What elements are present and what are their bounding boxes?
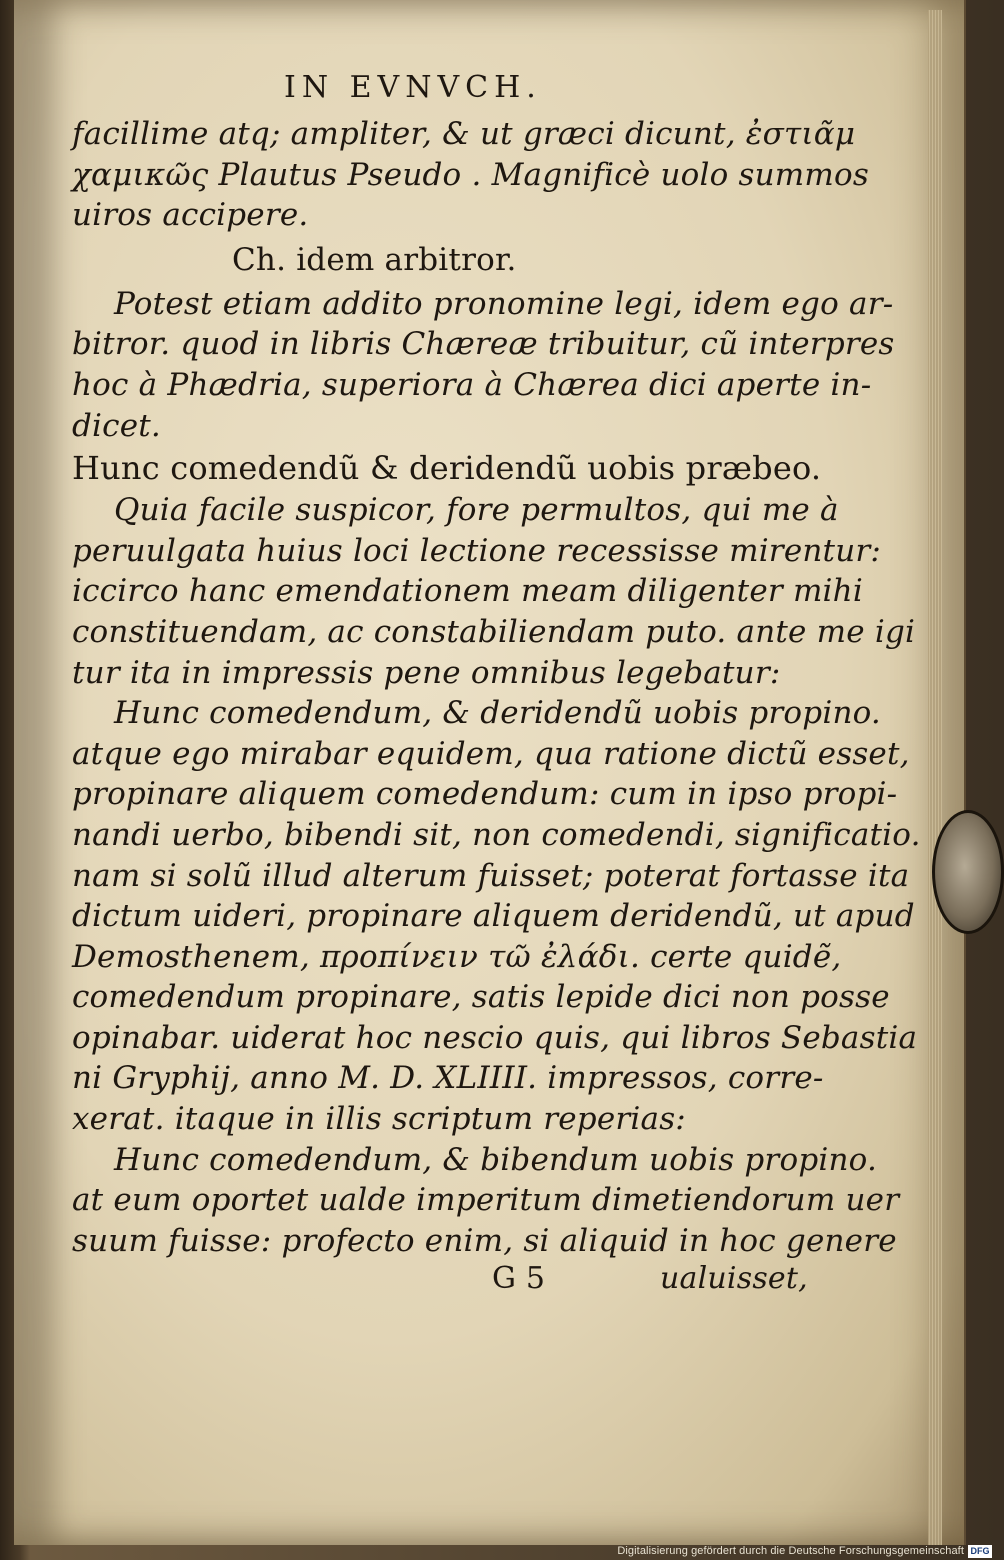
text-line: peruulgata huius loci lectione recessisse mirentur: [72, 532, 882, 569]
text-line: Demosthenem, προπίνειν τῶ ἐλάδι. certe quidẽ, [72, 938, 842, 975]
text-line: ni Gryphij, anno M. D. XLIIII. impressos, corre- [72, 1060, 824, 1097]
text-line: tur ita in impressis pene omnibus legebatur: [72, 654, 781, 691]
catchword: ualuisset, [660, 1261, 808, 1297]
text-line: bitror. quod in libris Chæreæ tribuitur, cũ interpres [72, 326, 895, 363]
paper-page [14, 0, 966, 1545]
text-line: hoc à Phædria, superiora à Chærea dici aperte in- [72, 366, 872, 403]
text-line: dictum uideri, propinare aliquem deridendũ, ut apud [72, 898, 915, 935]
text-line: Hunc comedendum, & bibendum uobis propino. [114, 1141, 878, 1178]
text-block [72, 68, 921, 1301]
text-line: Ch. idem arbitror. [232, 241, 517, 278]
text-line: opinabar. uiderat hoc nescio quis, qui libros Sebastia [72, 1019, 918, 1056]
signature-mark: G 5 [492, 1261, 546, 1297]
digitization-credit: Digitalisierung gefördert durch die Deutsche Forschungsgemeinschaft [617, 1545, 964, 1557]
clasp-tab [932, 810, 1004, 934]
text-line: suum fuisse: profecto enim, si aliquid in hoc genere [72, 1222, 897, 1259]
body-lines [72, 114, 921, 1261]
text-line: nandi uerbo, bibendi sit, non comedendi, significatio. [72, 816, 921, 853]
text-line: nam si solũ illud alterum fuisset; poterat fortasse ita [72, 857, 910, 894]
text-line: atque ego mirabar equidem, qua ratione dictũ esset, [72, 735, 910, 772]
dfg-logo: DFG [968, 1545, 992, 1558]
page-footer [72, 1261, 808, 1301]
running-head: IN EVNVCH. [284, 70, 542, 105]
text-line: Quia facile suspicor, fore permultos, qui me à [114, 492, 839, 529]
text-line: constituendam, ac constabiliendam puto. ante me igi [72, 613, 916, 650]
text-line: iccirco hanc emendationem meam diligenter mihi [72, 573, 863, 610]
text-line: comedendum propinare, satis lepide dici non posse [72, 979, 890, 1016]
text-line: uiros accipere. [72, 197, 309, 234]
text-line: Hunc comedendum, & deridendũ uobis propino. [114, 695, 881, 732]
text-line: facillime atq; ampliter, & ut græci dicunt, ἐστιᾶμ [72, 116, 856, 152]
text-line: xerat. itaque in illis scriptum reperias: [72, 1101, 686, 1138]
text-line: Potest etiam addito pronomine legi, idem ego ar- [114, 285, 894, 322]
text-line: propinare aliquem comedendum: cum in ipso propi- [72, 776, 898, 813]
page-edges [928, 10, 942, 1545]
text-line: at eum oportet ualde imperitum dimetiendorum uer [72, 1182, 900, 1219]
text-line: dicet. [72, 407, 161, 444]
text-line: χαμικῶς Plautus Pseudo . Magnificè uolo summos [72, 156, 869, 193]
text-line: Hunc comedendũ & deridendũ uobis præbeo. [72, 449, 822, 488]
